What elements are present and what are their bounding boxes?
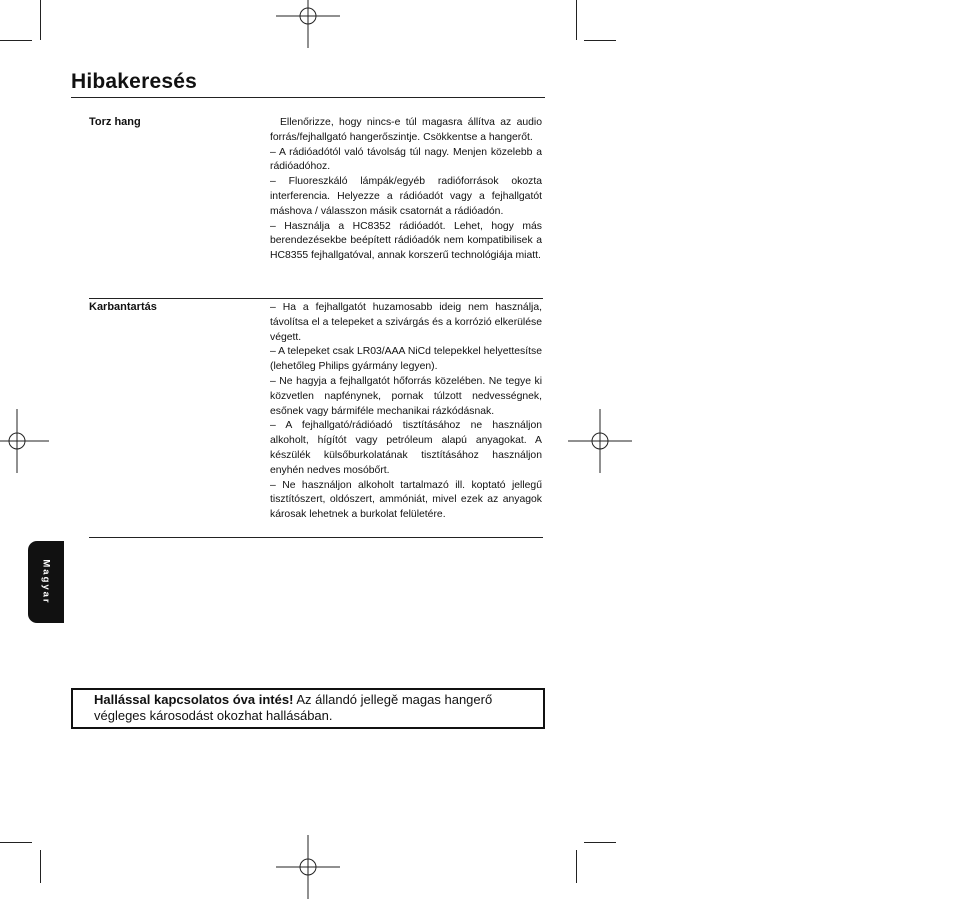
crop-mark [576,850,577,883]
crop-mark [0,40,32,41]
row-label: Karbantartás [89,301,157,313]
warning-heading: Hallással kapcsolatos óva intés! [94,692,294,707]
title-divider [71,97,545,98]
row-text: – Fluoreszkáló lámpák/egyéb radióforrások okozta interferencia. Helyezze a rádióadót vagy a fejhallgatót máshova / válasszon másik csatornát a rádióadón. [270,176,542,217]
crop-mark [40,0,41,40]
row-text: – Használja a HC8352 rádióadót. Lehet, hogy más berendezésekbe beépített rádióadók nem kompatibilisek a HC8355 fejhallgatóval, annak korszerű technológiája miatt. [270,220,542,262]
row-text: – Ne használjon alkoholt tartalmazó ill. koptató jellegű tisztítószert, oldószert, ammóniát, mivel ezek az anyagok károsak lehetnek a burkolat felületére. [270,479,542,521]
crop-mark [40,850,41,883]
row-divider [89,537,543,538]
row-text: – Ha a fejhallgatót huzamosabb ideig nem használja, távolítsa el a telepeket a szivárgás és a korrózió elkerülése végett. [270,302,542,343]
language-side-tab [28,541,64,623]
row-divider [89,298,543,299]
crop-mark [584,40,616,41]
row-text: – A rádióadótól való távolság túl nagy. Menjen közelebb a rádióadóhoz. [270,146,542,173]
registration-mark-icon [276,835,340,899]
hearing-warning-box [71,688,545,729]
crop-mark [0,842,32,843]
row-label: Torz hang [89,116,141,128]
warning-text [94,692,536,723]
row-text: – A telepeket csak LR03/AAA NiCd telepekkel helyettesítse (lehetőleg Philips gyármány legyen). [270,346,542,373]
row-text: – Ne hagyja a fejhallgatót hőforrás közelében. Ne tegye ki közvetlen napfénynek, pornak túlzott nedvességnek, esőnek vagy bármiféle mechanikai rázkódásnak. [270,375,542,417]
registration-mark-icon [0,409,49,473]
crop-mark [584,842,616,843]
page-title: Hibakeresés [71,70,197,93]
row-body [270,116,542,264]
registration-mark-icon [568,409,632,473]
row-text: – A fejhallgató/rádióadó tisztításához ne használjon alkoholt, hígítót vagy petróleum alapú anyagokat. A készülék külsőburkolatának tisztításához használjon enyhén nedves mosóbőrt. [270,420,542,476]
row-body [270,301,542,523]
row-text: Ellenőrizze, hogy nincs-e túl magasra állítva az audio forrás/fejhallgató hangerőszintje. Csökkentse a hangerőt. [270,117,542,143]
registration-mark-icon [276,0,340,48]
side-tab-label: Magyar [40,559,52,605]
crop-mark [576,0,577,40]
warning-body: Az állandó jellegě magas hangerő végleges károsodást okozhat hallásában. [94,692,493,723]
